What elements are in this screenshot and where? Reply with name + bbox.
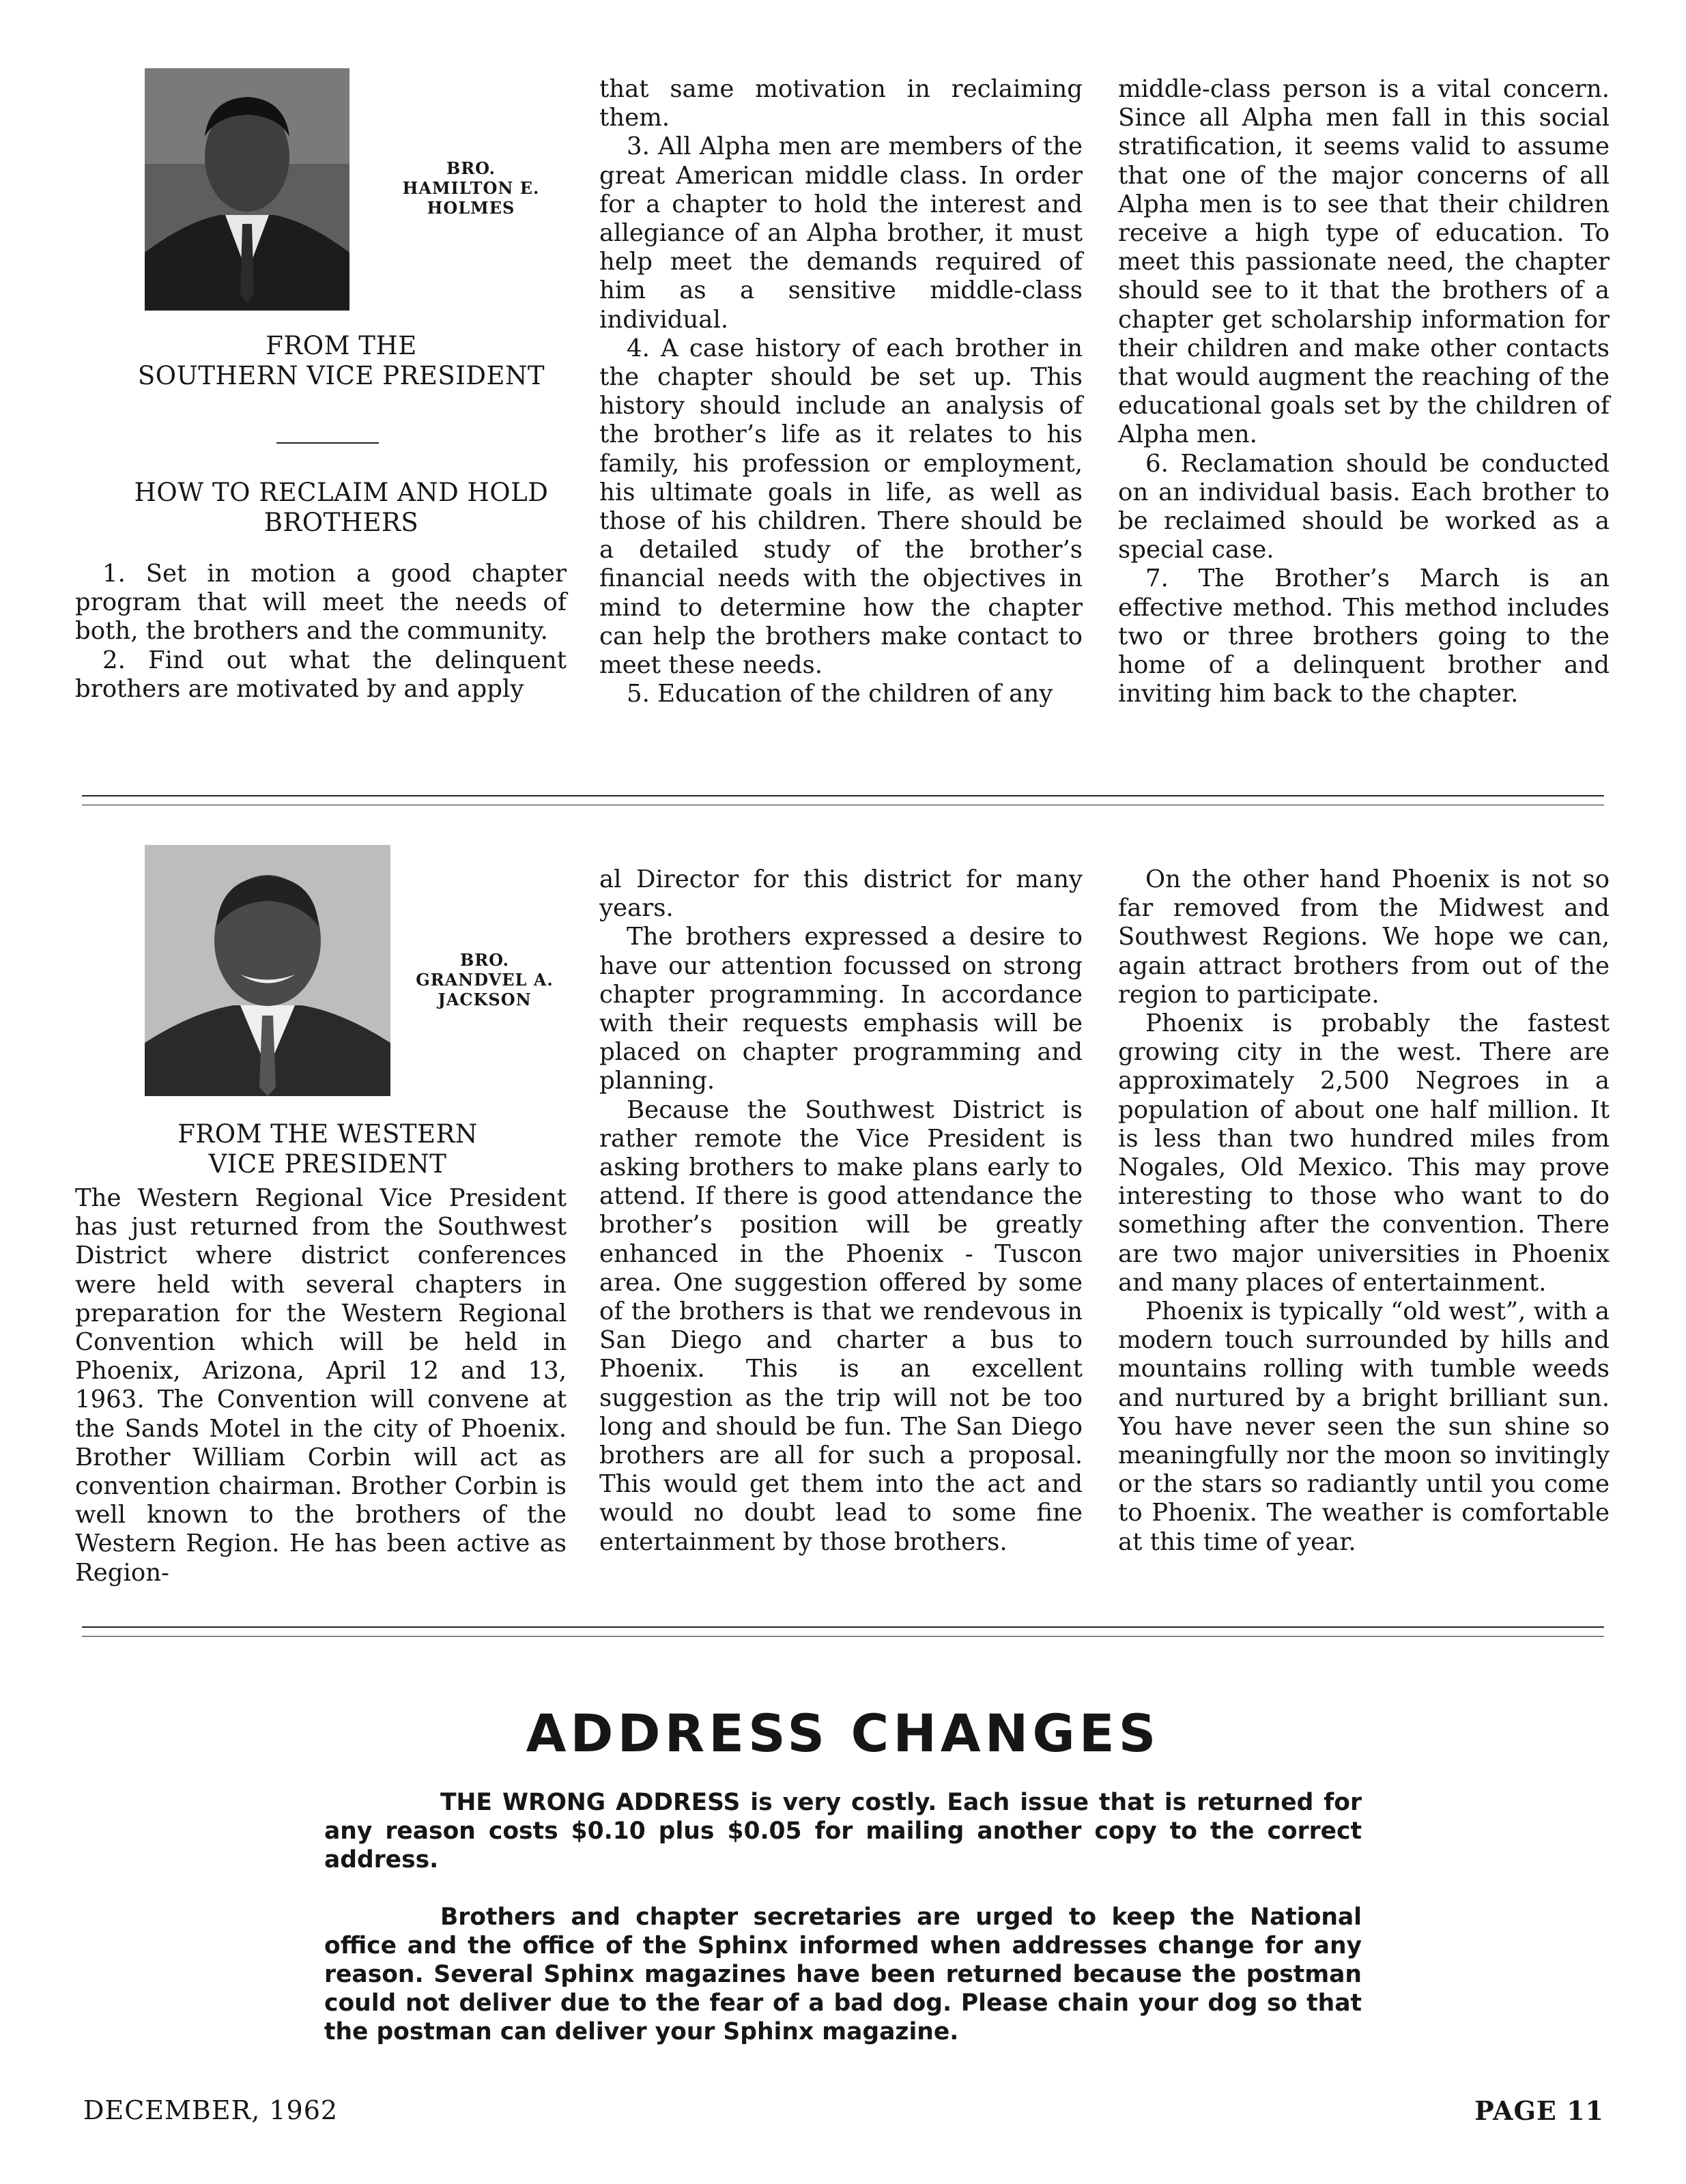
- reclaim-subheading: HOW TO RECLAIM AND HOLD BROTHERS: [134, 478, 549, 537]
- jackson-portrait: [145, 845, 390, 1096]
- top-column-2: that same motivation in reclaiming them. 3. All Alpha men are members of the great American middle class. In order for a chapter to hold the interest and allegiance of an Alpha brother, it must help meet the demands required of him as a sensitive middle-class individual. 4. A case history of each brother in the chapter should be set up. This history should include an analysis of the brother’s life as it relates to his family, his profession or employment, his ultimate goals in life, as well as those of his children. There should be a detailed study of the brother’s financial needs with the objectives in mind to determine how the chapter can help the brothers make contact to meet these needs. 5. Education of the children of any: [599, 75, 1083, 708]
- footer-date: DECEMBER, 1962: [83, 2095, 339, 2125]
- western-vp-heading: FROM THE WESTERN VICE PRESIDENT: [177, 1119, 478, 1179]
- middle-column-1: The Western Regional Vice President has just returned from the Southwest District where district conferences were held with several chapters in preparation for the Western Regional Convention which will be held in Phoenix, Arizona, April 12 and 13, 1963. The Convention will convene at the Sands Motel in the city of Phoenix. Brother William Corbin will act as convention chairman. Brother Corbin is well known to the brothers of the Western Region. He has been active as Region-: [75, 1184, 567, 1587]
- holmes-caption: BRO. HAMILTON E. HOLMES: [402, 158, 540, 218]
- address-changes-body: THE WRONG ADDRESS is very costly. Each issue that is returned for any reason costs $0.10 plus $0.05 for mailing another copy to the correct address. Brothers and chapter secretaries are urged to keep the National office and the office of the Sphinx informed when addresses change for any reason. Several Sphinx magazines have been returned because the postman could not deliver due to the fear of a bad dog. Please chain your dog so that the postman can deliver your Sphinx magazine.: [324, 1789, 1362, 2045]
- top-column-1: 1. Set in motion a good chapter program that will meet the needs of both, the brothers and the community. 2. Find out what the delinquent brothers are motivated by and apply: [75, 560, 567, 703]
- short-divider: [276, 442, 379, 444]
- southern-vp-heading: FROM THE SOUTHERN VICE PRESIDENT: [137, 331, 545, 390]
- section-rule-2b: [82, 1636, 1604, 1637]
- address-changes-title: ADDRESS CHANGES: [526, 1703, 1160, 1764]
- top-column-3: middle-class person is a vital concern. Since all Alpha men fall in this social stratification, it seems valid to assume that one of the major concerns of all Alpha men is to see that their children receive a high type of education. To meet this passionate need, the chapter should see to it that the brothers of a chapter get scholarship information for their children and make other contacts that would augment the reaching of the educational goals set by the children of Alpha men. 6. Reclamation should be conducted on an individual basis. Each brother to be reclaimed should be worked as a special case. 7. The Brother’s March is an effective method. This method includes two or three brothers going to the home of a delinquent brother and inviting him back to the chapter.: [1118, 75, 1610, 708]
- jackson-caption: BRO. GRANDVEL A. JACKSON: [416, 950, 554, 1009]
- middle-column-3: On the other hand Phoenix is not so far removed from the Midwest and Southwest Regions. We hope we can, again attract brothers from out of the region to participate. Phoenix is probably the fastest growing city in the west. There are approximately 2,500 Negroes in a population of about one half million. It is less than two hundred miles from Nogales, Old Mexico. This may prove interesting to those who want to do something after the convention. There are two major universities in Phoenix and many places of entertainment. Phoenix is typically “old west”, with a modern touch surrounded by hills and mountains rolling with tumble weeds and nurtured by a bright brilliant sun. You have never seen the sun shine so meaningfully nor the moon so invitingly or the stars so radiantly until you come to Phoenix. The weather is comfortable at this time of year.: [1118, 865, 1610, 1556]
- section-rule-1a: [82, 795, 1604, 796]
- middle-column-2: al Director for this district for many years. The brothers expressed a desire to have our attention focussed on strong chapter programming. In accordance with their requests emphasis will be placed on chapter programming and planning. Because the Southwest District is rather remote the Vice President is asking brothers to make plans early to attend. If there is good attendance the brother’s position will be greatly enhanced in the Phoenix - Tuscon area. One suggestion offered by some of the brothers is that we rendevous in San Diego and charter a bus to Phoenix. This is an excellent suggestion as the trip will not be too long and should be fun. The San Diego brothers are all for such a proposal. This would get them into the act and would no doubt lead to some fine entertainment by those brothers.: [599, 865, 1083, 1556]
- holmes-portrait: [145, 68, 349, 311]
- section-rule-2a: [82, 1626, 1604, 1628]
- footer-page-number: PAGE 11: [1474, 2095, 1604, 2126]
